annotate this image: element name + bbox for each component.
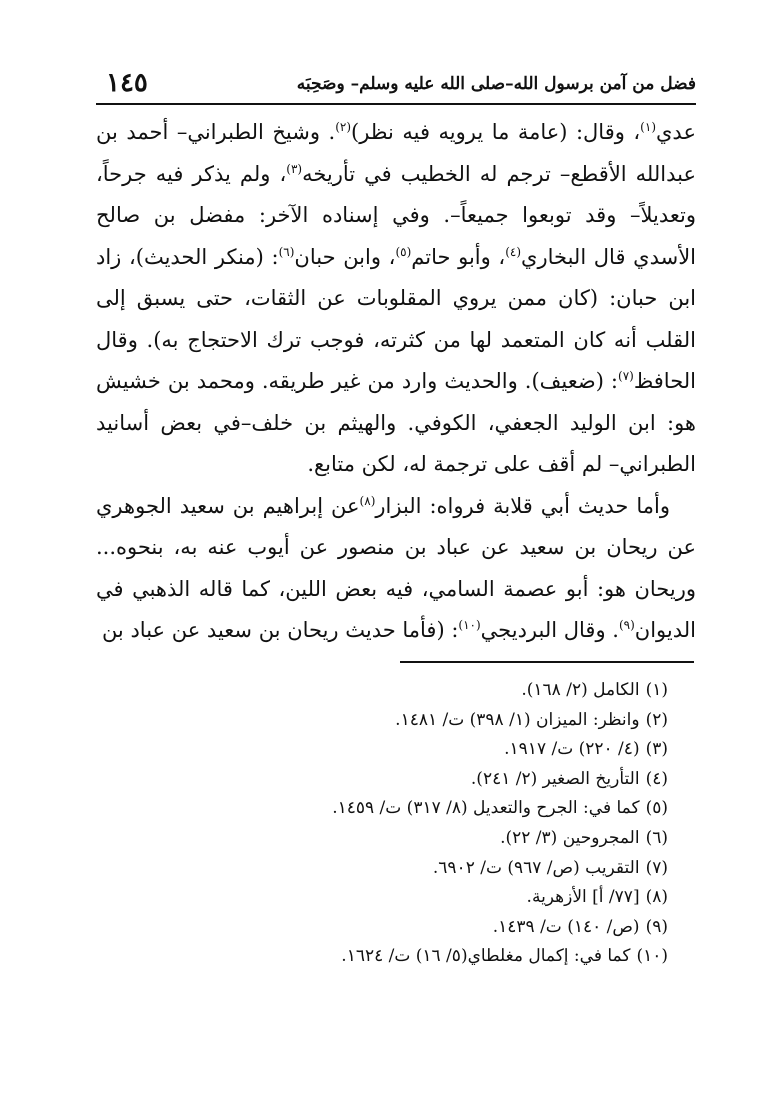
footnote	[96, 735, 696, 765]
text-run: وأما حديث أبي قلابة فرواه: البزار	[375, 493, 670, 518]
running-title: فضل من آمن برسول الله–صلى الله عليه وسلم– وصَحِبَه	[296, 74, 696, 94]
footnote-text: وانظر: الميزان (١/ ٣٩٨) ت/ ١٤٨١.	[395, 709, 640, 730]
footnote-number: (٤)	[645, 768, 668, 789]
footnote-text: التقريب (ص/ ٩٦٧) ت/ ٦٩٠٢.	[432, 857, 640, 878]
text-run: عدي	[656, 120, 696, 144]
footnote-text: المجروحين (٣/ ٢٢).	[500, 827, 640, 848]
footnote-text: الكامل (٢/ ١٦٨).	[521, 680, 640, 700]
footnote-ref-4: (٤)	[505, 244, 522, 259]
text-run: ، ولم يذكر فيه جرحاً، وتعديلاً– وقد توبعوا جميعاً–. وفي إسناده الآخر: مفضل بن صالح الأسدي قال البخاري	[96, 161, 697, 269]
footnote-text: (ص/ ١٤٠) ت/ ١٤٣٩.	[492, 916, 640, 937]
footnote-separator	[400, 661, 694, 663]
main-text	[96, 112, 696, 652]
footnote	[96, 883, 696, 913]
text-run: : (فأما حديث ريحان بن سعيد عن عباد بن	[101, 618, 459, 642]
footnote-ref-8: (٨)	[359, 493, 376, 508]
text-run: : (منكر الحديث)، زاد ابن حبان: (كان ممن يروي المقلوبات عن الثقات، حتى يسبق إلى القلب أنه كان المتعمد لها من كثرته، فوجب ترك الاحتجاج به). وقال الحافظ	[96, 244, 696, 393]
footnote-ref-1: (١)	[640, 120, 656, 134]
footnote	[96, 676, 696, 706]
footnote-number: (٨)	[645, 887, 668, 908]
text-run: ، وابن حبان	[294, 244, 396, 269]
footnotes	[96, 676, 696, 972]
footnote	[96, 824, 696, 854]
footnote-number: (٦)	[645, 827, 668, 848]
footnote-text: (٤/ ٢٢٠) ت/ ١٩١٧.	[504, 739, 640, 760]
text-run: : (ضعيف). والحديث وارد من غير طريقه. ومحمد بن خشيش هو: ابن الوليد الجعفي، الكوفي. والهيثم بن خلف–في بعض أسانيد الطبراني– لم أقف على ترجمة له، لكن متابع.	[96, 369, 696, 476]
footnote-number: (٧)	[645, 857, 668, 878]
footnote-number: (٢)	[645, 709, 668, 730]
footnote	[96, 854, 696, 884]
header-rule	[96, 103, 696, 105]
footnote	[96, 706, 696, 736]
footnote-ref-7: (٧)	[618, 369, 634, 383]
footnote-number: (٣)	[645, 739, 668, 760]
paragraph-1	[96, 112, 696, 486]
footnote-text: التأريخ الصغير (٢/ ٢٤١).	[470, 768, 640, 789]
page-number: ١٤٥	[106, 68, 148, 98]
footnote-ref-10: (١٠)	[458, 618, 481, 632]
footnote-ref-9: (٩)	[618, 618, 635, 632]
footnote	[96, 765, 696, 795]
footnote	[96, 942, 696, 972]
paragraph-2	[96, 486, 696, 652]
text-run: . وشيخ الطبراني– أحمد بن عبدالله الأقطع– ترجم له الخطيب في تأريخه	[96, 120, 697, 186]
footnote-ref-2: (٢)	[335, 120, 352, 134]
footnote-number: (٩)	[645, 916, 668, 937]
text-run: . وقال البرديجي	[480, 618, 619, 642]
page-header	[96, 64, 696, 104]
text-run: ، وقال: (عامة ما يرويه فيه نظر)	[351, 120, 641, 144]
text-run: عن إبراهيم بن سعيد الجوهري عن ريحان بن سعيد عن عباد بن منصور عن أيوب عنه به، بنحوه... وريحان هو: أبو عصمة السامي، فيه بعض اللين، كما قاله الذهبي في الديوان	[96, 493, 696, 642]
footnote-text: كما في: الجرح والتعديل (٨/ ٣١٧) ت/ ١٤٥٩.	[332, 798, 640, 819]
footnote-ref-5: (٥)	[395, 244, 412, 259]
footnote-ref-3: (٣)	[286, 161, 303, 176]
footnote	[96, 913, 696, 943]
footnote	[96, 794, 696, 824]
footnote-number: (٥)	[645, 798, 668, 819]
footnote-text: [٧٧/ أ] الأزهرية.	[526, 887, 640, 908]
footnote-ref-6: (٦)	[278, 244, 295, 259]
footnote-number: (١)	[645, 680, 668, 700]
footnote-text: كما في: إكمال مغلطاي(٥/ ١٦) ت/ ١٦٢٤.	[341, 946, 631, 967]
text-run: ، وأبو حاتم	[411, 244, 506, 269]
footnote-number: (١٠)	[636, 946, 668, 967]
